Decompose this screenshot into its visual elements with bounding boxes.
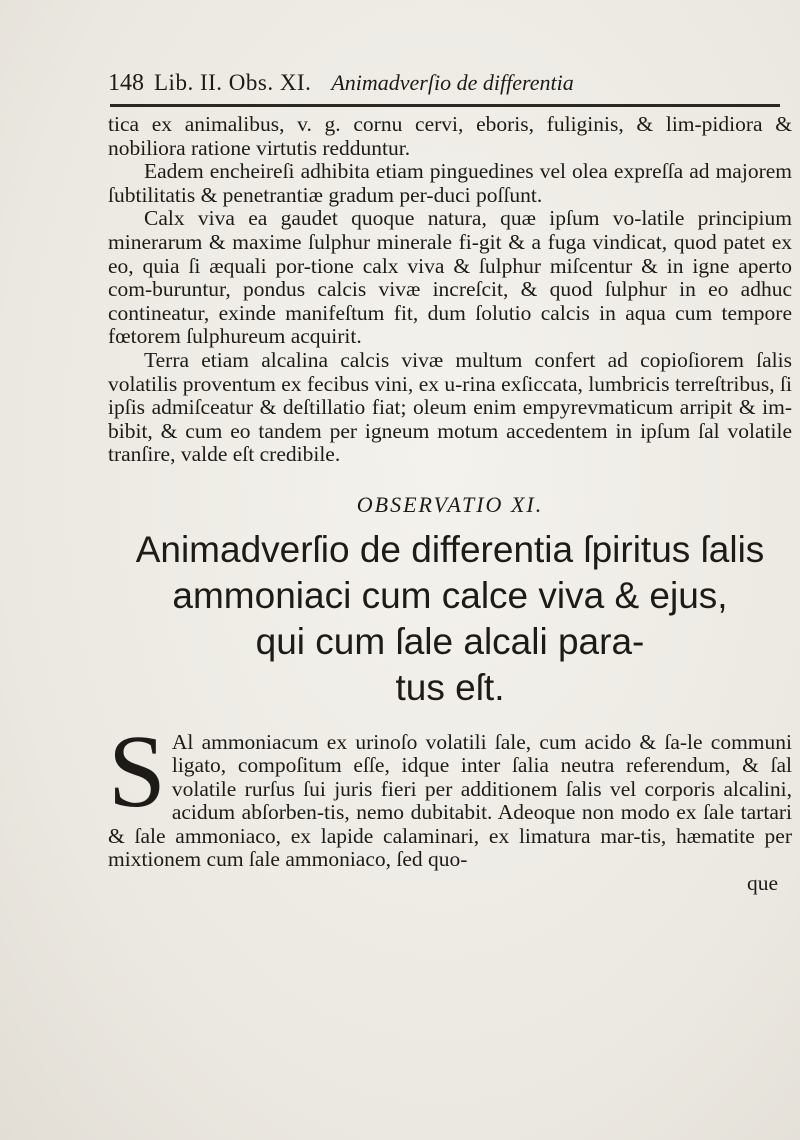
observation-title [108, 527, 792, 711]
header-rule [110, 104, 780, 107]
catchword: que [746, 871, 778, 896]
text-body [108, 113, 792, 896]
title-line: qui cum ſale alcali para- [255, 620, 645, 662]
running-header [108, 70, 748, 102]
running-title: Animadverſio de differentia [331, 70, 574, 95]
observation-heading: OBSERVATIO XI. [356, 491, 544, 517]
title-line: ammoniaci cum calce viva & ejus, [172, 574, 728, 616]
paragraph: Eadem encheireſi adhibita etiam pinguedines vel olea expreſſa ad majorem ſubtilitatis & penetrantiæ gradum per-duci poſſunt. [108, 159, 792, 207]
paragraph [108, 713, 792, 873]
title-line: tus eſt. [395, 666, 505, 708]
paragraph: Terra etiam alcalina calcis vivæ multum confert ad copioſiorem ſalis volatilis proventum ex fecibus vini, ex u-rina exſiccata, lumbricis terreſtribus, ſi ipſis admiſceatur & deſtillatio fiat; oleum enim empyrevmaticum arripit & im-bibit, & cum eo tandem per igneum motum accedentem in ipſum ſal volatile tranſire, valde eſt credibile. [108, 347, 792, 467]
paragraph-text: Al ammoniacum ex urinoſo volatili ſale, cum acido & ſa-le communi ligato, compoſitum eſſe, idque inter ſalia neutra referendum, & ſal volatile rurſus ſui juris fieri per additionem ſalis vel corporis alcalini, acidum abſorben-tis, nemo dubitabit. Adeoque non modo ex ſale tartari & ſale ammoniaco, ex lapide calaminari, ex limatura mar-tis, hæmatite per mixtionem cum ſale ammoniaco, ſed quo- [108, 729, 792, 872]
drop-cap: S [108, 713, 166, 829]
page-number: 148 [108, 70, 144, 96]
paragraph: tica ex animalibus, v. g. cornu cervi, eboris, fuliginis, & lim-pidiora & nobiliora ratione virtutis redduntur. [108, 112, 792, 160]
title-line: Animadverſio de differentia ſpiritus ſalis [135, 528, 765, 570]
paragraph: Calx viva ea gaudet quoque natura, quæ ipſum vo-latile principium minerarum & maxime ſulphur minerale fi-git & a fuga vindicat, quod patet ex eo, quia ſi æquali por-tione calx viva & ſulphur miſcentur & in igne aperto com-buruntur, pondus calcis vivæ increſcit, & quod ſulphur in eo adhuc contineatur, exinde manifeſtum fit, dum ſolutio calcis in aqua cum tempore fœtorem ſulphureum acquirit. [108, 206, 792, 349]
book-section: Lib. II. Obs. XI. [154, 70, 312, 95]
